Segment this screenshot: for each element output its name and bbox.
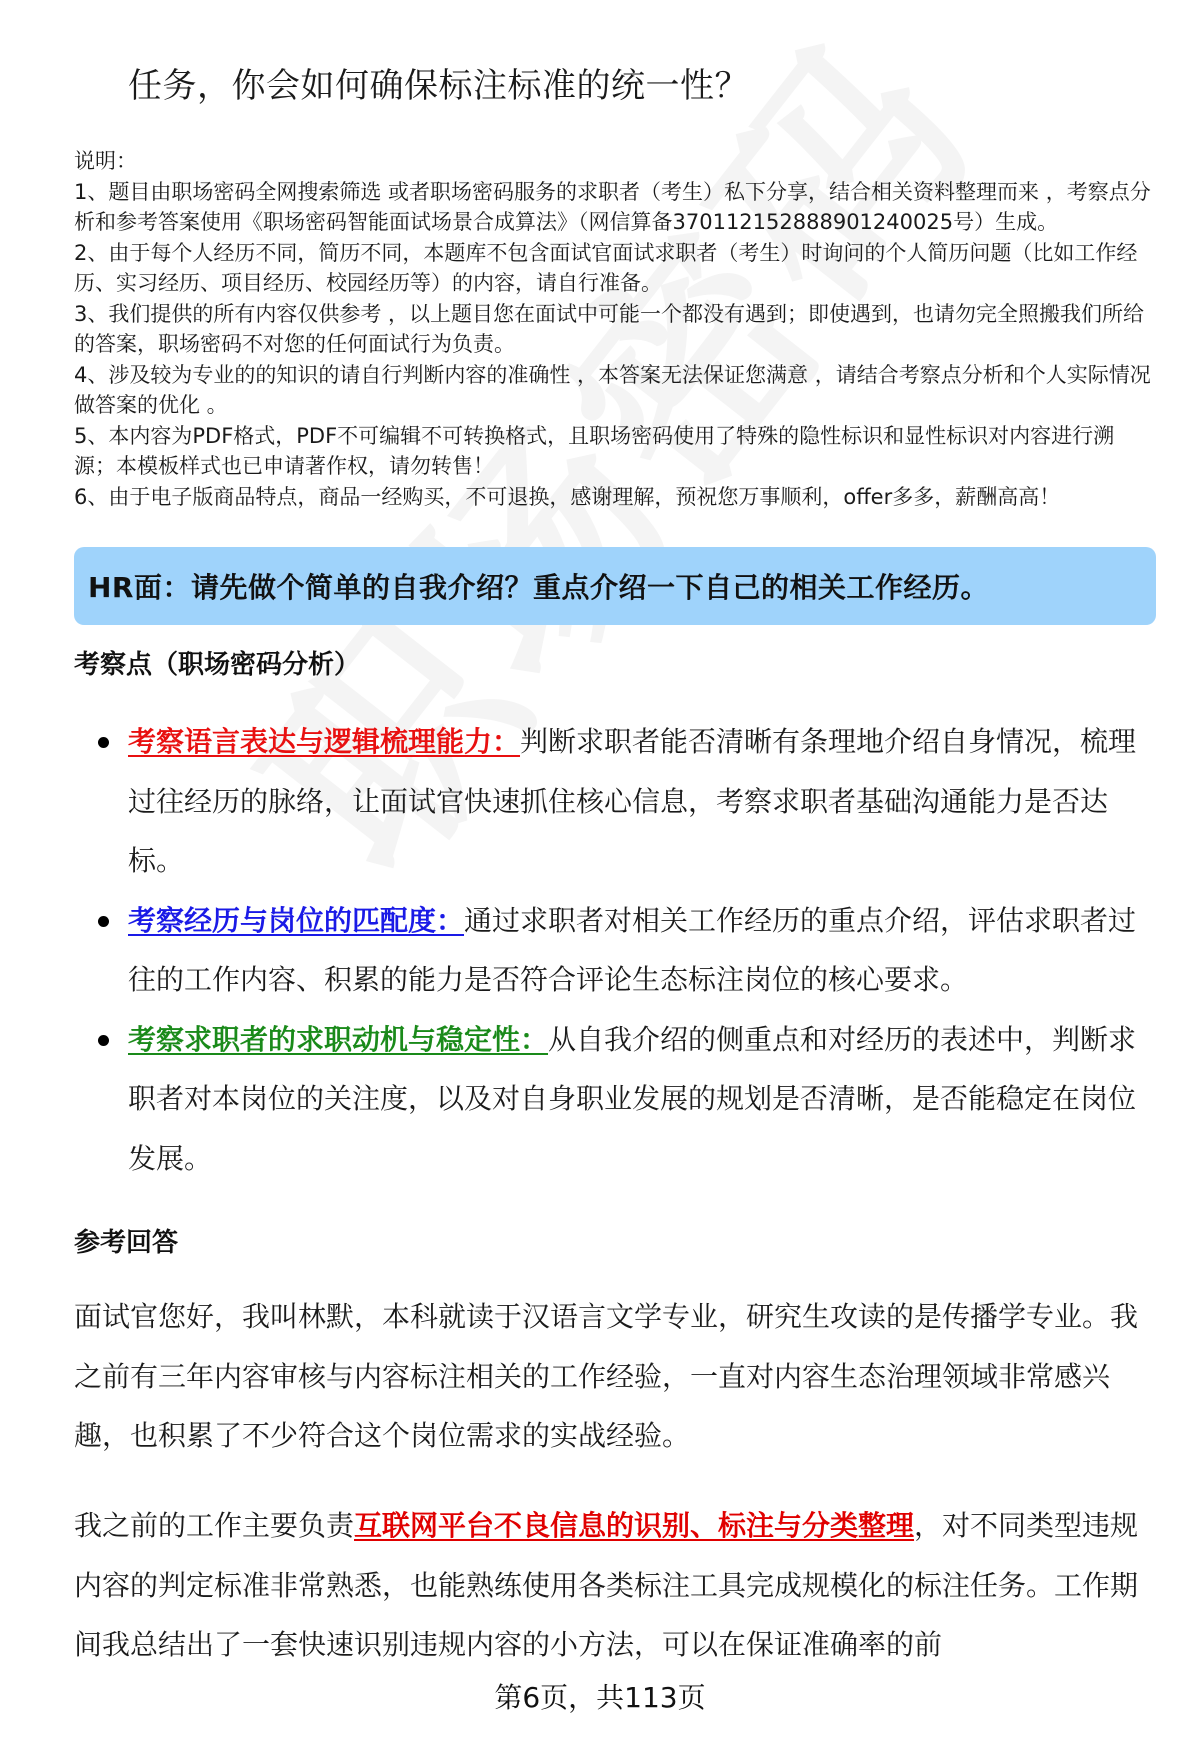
note-item-5: 5、本内容为PDF格式，PDF不可编辑不可转换格式，且职场密码使用了特殊的隐性标识和显性标识对内容进行溯源；本模板样式也已申请著作权，请勿转售！	[74, 423, 1115, 478]
page-number: 第6页，共113页	[0, 1676, 1200, 1716]
analysis-point	[74, 891, 1154, 1010]
note-item-4: 4、涉及较为专业的的知识的请自行判断内容的准确性 ，本答案无法保证您满意 ，请结合考察点分析和个人实际情况做答案的优化 。	[74, 362, 1151, 417]
question-banner	[74, 547, 1156, 625]
point-text: 判断求职者能否清晰有条理地介绍自身情况，梳理过往经历的脉络，让面试官快速抓住核心信息，考察求职者基础沟通能力是否达标。	[128, 725, 1137, 877]
question-text: HR面：请先做个简单的自我介绍？重点介绍一下自己的相关工作经历。	[88, 571, 989, 604]
answer-paragraph-1	[74, 1287, 1154, 1466]
analysis-point	[74, 1010, 1154, 1189]
note-item-2: 2、由于每个人经历不同，简历不同，本题库不包含面试官面试求职者（考生）时询问的个人简历问题（比如工作经历、实习经历、项目经历、校园经历等）的内容，请自行准备。	[74, 240, 1138, 295]
point-label: 考察求职者的求职动机与稳定性：	[128, 1022, 549, 1056]
answer-text	[74, 1496, 1154, 1675]
note-item-6: 6、由于电子版商品特点，商品一经购买，不可退换，感谢理解，预祝您万事顺利，offer多多，薪酬高高！	[74, 484, 1061, 509]
point-label: 考察经历与岗位的匹配度：	[128, 903, 465, 937]
analysis-point	[74, 712, 1154, 891]
answer-text-before: 我之前的工作主要负责	[74, 1509, 355, 1542]
bullet-icon	[98, 1035, 109, 1046]
bullet-icon	[98, 737, 109, 748]
note-item-1: 1、题目由职场密码全网搜索筛选 或者职场密码服务的求职者（考生）私下分享，结合相关资料整理而来 ，考察点分析和参考答案使用《职场密码智能面试场景合成算法》（网信算备370112152888901240025号）生成。	[74, 179, 1151, 234]
notes-section	[74, 146, 1154, 512]
point-label: 考察语言表达与逻辑梳理能力：	[128, 725, 521, 758]
point-text: 从自我介绍的侧重点和对经历的表述中，判断求职者对本岗位的关注度，以及对自身职业发展的规划是否清晰，是否能稳定在岗位发展。	[128, 1022, 1137, 1175]
page-title: 任务，你会如何确保标注标准的统一性？	[128, 66, 749, 106]
answer-heading: 参考回答	[74, 1228, 179, 1258]
analysis-points-list	[74, 712, 1154, 1188]
answer-highlight: 互联网平台不良信息的识别、标注与分类整理	[354, 1509, 915, 1542]
answer-paragraph-2	[74, 1496, 1154, 1675]
answer-text: 面试官您好，我叫林默，本科就读于汉语言文学专业，研究生攻读的是传播学专业。我之前有三年内容审核与内容标注相关的工作经验，一直对内容生态治理领域非常感兴趣，也积累了不少符合这个岗位需求的实战经验。	[74, 1300, 1139, 1452]
point-text: 通过求职者对相关工作经历的重点介绍，评估求职者过往的工作内容、积累的能力是否符合评论生态标注岗位的核心要求。	[128, 903, 1137, 996]
analysis-heading: 考察点（职场密码分析）	[74, 650, 361, 680]
bullet-icon	[98, 916, 109, 927]
answer-text-after: ，对不同类型违规内容的判定标准非常熟悉，也能熟练使用各类标注工具完成规模化的标注任务。工作期间我总结出了一套快速识别违规内容的小方法，可以在保证准确率的前	[74, 1509, 1139, 1661]
notes-heading: 说明：	[74, 149, 137, 173]
note-item-3: 3、我们提供的所有内容仅供参考 ，以上题目您在面试中可能一个都没有遇到；即使遇到，也请勿完全照搬我们所给的答案，职场密码不对您的任何面试行为负责。	[74, 301, 1145, 356]
